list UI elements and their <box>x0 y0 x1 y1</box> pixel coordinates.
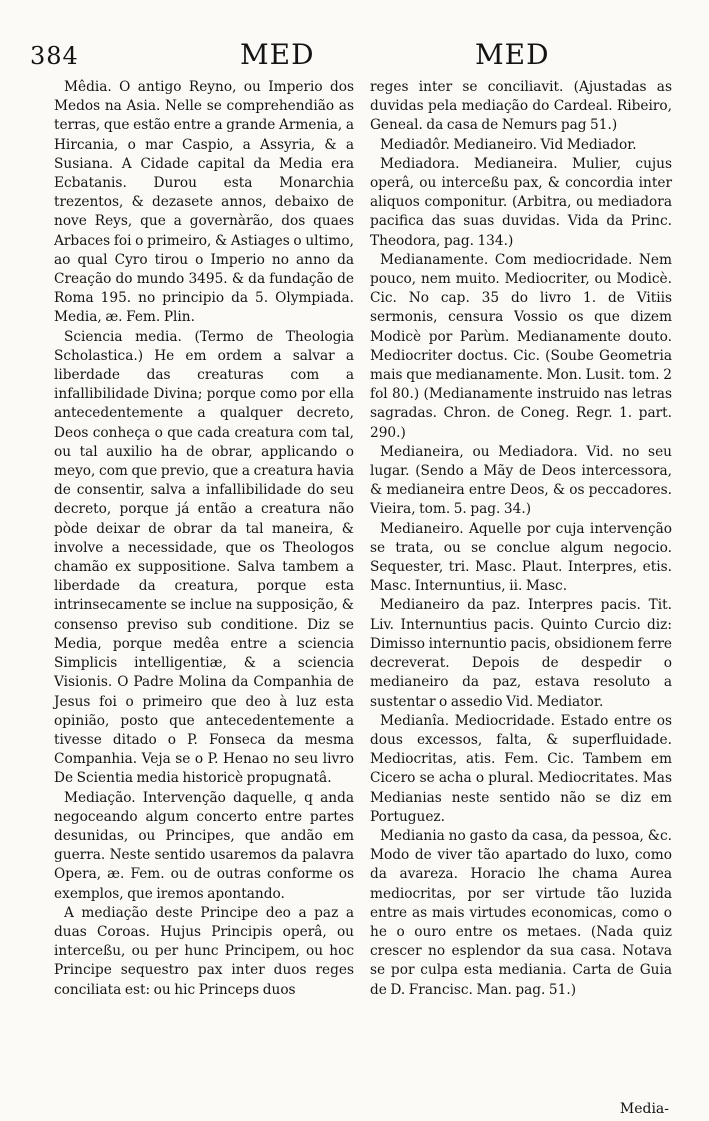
right-column <box>370 78 672 1000</box>
entry-mediadora: Mediadora. Medianeira. Mulier, cujus operâ, ou interceßu pax, & concordia inter aliquos componitur. (Arbitra, ou mediadora pacifica das suas duvidas. Vida da Princ. Theodora, pag. 134.) <box>370 155 672 249</box>
entry-mediacao-example: A mediação deste Principe deo a paz a duas Coroas. Hujus Principis operâ, ou interceßu, ou per hunc Principem, ou hoc Principe sequestro pax inter duos reges conciliata est: ou hic Princeps duos <box>54 904 354 998</box>
entry-mediania-no-gasto: Mediania no gasto da casa, da pessoa, &c. Modo de viver tão apartado do luxo, como da avareza. Horacio lhe chama Aurea mediocritas, por ser virtude tão luzida entre as mais virtudes economicas, como o he o ouro entre os metaes. (Nada quiz crescer no esplendor da sua casa. Notava se por culpa esta mediania. Carta de Guia de D. Francisc. Man. pag. 51.) <box>370 827 672 998</box>
entry-mediador: Mediadôr. Medianeiro. Vid Mediador. <box>380 136 637 153</box>
page-number: 384 <box>30 42 79 70</box>
catchword: Media- <box>619 1101 669 1117</box>
entry-medianeiro-da-paz: Medianeiro da paz. Interpres pacis. Tit. Liv. Internuntius pacis. Quinto Curcio diz: Dimisso internuntio pacis, obsidionem ferre decreverat. Depois de despedir o medianeiro da paz, estava resoluto a sustentar o assedio Vid. Mediator. <box>370 597 672 710</box>
entry-media: Mêdia. O antigo Reyno, ou Imperio dos Medos na Asia. Nelle se comprehendião as terras, que estão entre a grande Armenia, a Hircania, o mar Caspio, a Assyria, & a Susiana. A Cidade capital da Media era Ecbatanis. Durou esta Monarchia trezentos, & dezasete annos, debaixo de nove Reys, que a governàrão, dos quaes Arbaces foi o primeiro, & Astiages o ultimo, ao qual Cyro tirou o Imperio no anno da Creação do mundo 3495. & da fundação de Roma 195. no principio da 5. Olympiada. Media, æ. Fem. Plin. <box>54 79 354 326</box>
page-header <box>30 38 680 78</box>
right-running-head: MED <box>475 38 550 71</box>
entry-medianeira: Medianeira, ou Mediadora. Vid. no seu lugar. (Sendo a Mãy de Deos intercessora, & medianeira entre Deos, & os peccadores. Vieira, tom. 5. pag. 34.) <box>370 443 672 518</box>
entry-medianeiro: Medianeiro. Aquelle por cuja intervenção se trata, ou se conclue algum negocio. Sequester, tri. Masc. Plaut. Interpres, etis. Masc. Internuntius, ii. Masc. <box>370 520 672 595</box>
left-column <box>54 78 354 1000</box>
entry-continued: reges inter se conciliavit. (Ajustadas as duvidas pela mediação do Cardeal. Ribeiro, Geneal. da casa de Nemurs pag 51.) <box>370 79 672 134</box>
left-running-head: MED <box>240 38 315 71</box>
entry-mediania: Medianîa. Mediocridade. Estado entre os dous excessos, falta, & superfluidade. Mediocritas, atis. Fem. Cic. Tambem em Cicero se acha o plural. Mediocritates. Mas Medianias neste sentido não se diz em Portuguez. <box>370 712 672 825</box>
entry-mediacao: Mediação. Intervenção daquelle, q anda negoceando algum concerto entre partes desunidas, ou Principes, que andão em guerra. Neste sentido usaremos da palavra Opera, æ. Fem. ou de outras conforme os exemplos, que iremos apontando. <box>54 789 354 902</box>
entry-sciencia-media: Sciencia media. (Termo de Theologia Scholastica.) He em ordem a salvar a liberdade das creaturas com a infallibilidade Divina; porque como por ella antecedentemente a qualquer decreto, Deos conheça o que cada creatura com tal, ou tal auxilio ha de obrar, applicando o meyo, com que previo, que a creatura havia de consentir, salva a infallibilidade do seu decreto, porque já então a creatura não pòde deixar de obrar da tal maneira, & involve a necessidade, que os Theologos chamão ex suppositione. Salva tambem a liberdade da creatura, porque esta intrinsecamente se inclue na supposição, & consenso previso sub conditione. Diz se Media, porque medêa entre a sciencia Simplicis intelligentiæ, & a sciencia Visionis. O Padre Molina da Companhia de Jesus foi o primeiro que deo à luz esta opinião, posto que antecedentemente a tivesse ditado o P. Fonseca da mesma Companhia. Veja se o P. Henao no seu livro De Scientia media historicè propugnatâ. <box>54 328 354 787</box>
entry-medianamente: Medianamente. Com mediocridade. Nem pouco, nem muito. Mediocriter, ou Modicè. Cic. No cap. 35 do livro 1. de Vitiis sermonis, censura Vossio os que dizem Modicè por Parùm. Medianamente douto. Mediocriter doctus. Cic. (Soube Geometria mais que medianamente. Mon. Lusit. tom. 2 fol 80.) (Medianamente instruido nas letras sagradas. Chron. de Coneg. Regr. 1. part. 290.) <box>370 251 672 441</box>
